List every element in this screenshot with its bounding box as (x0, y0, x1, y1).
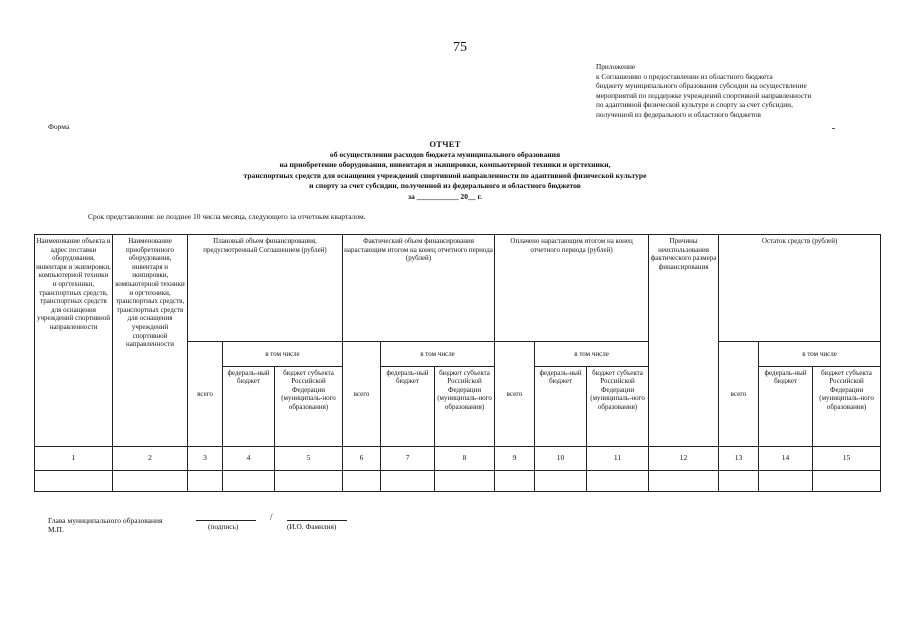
empty-cell[interactable] (759, 470, 813, 491)
report-period: за ___________ 20__ г. (408, 191, 482, 201)
report-subtitle-line: на приобретение оборудования, инвентаря и экипировки, компьютерной техники и оргтехники, (279, 160, 611, 170)
column-number: 1 (35, 446, 113, 470)
header-paid: Оплачено нарастающим итогом на конец отчетного периода (рублей) (495, 235, 649, 342)
scan-mark (832, 128, 835, 129)
header-regional-budget: бюджет субъекта Российской Федерации (муниципаль-ного образования) (587, 366, 649, 446)
header-regional-budget: бюджет субъекта Российской Федерации (муниципаль-ного образования) (275, 366, 343, 446)
signature-line[interactable] (196, 520, 256, 521)
report-subtitle-line: и спорту за счет субсидии, полученной из федерального и областного бюджетов (309, 181, 581, 191)
header-total: всего (495, 342, 535, 446)
appendix-line: полученной из федерального и областного бюджетов (596, 109, 761, 119)
column-number: 4 (223, 446, 275, 470)
seal-placeholder: М.П. (48, 525, 64, 534)
column-number: 15 (813, 446, 881, 470)
empty-cell[interactable] (719, 470, 759, 491)
empty-cell[interactable] (535, 470, 587, 491)
empty-cell[interactable] (188, 470, 223, 491)
name-caption: (И.О. Фамилия) (287, 522, 337, 531)
column-number: 2 (113, 446, 188, 470)
header-federal-budget: федераль-ный бюджет (535, 366, 587, 446)
column-number: 6 (343, 446, 381, 470)
header-including: в том числе (381, 342, 495, 366)
header-planned-financing: Плановый объем финансирования, предусмотренный Соглашением (рублей) (188, 235, 343, 342)
head-of-municipality (48, 516, 162, 534)
appendix-heading: Приложение (596, 62, 636, 71)
empty-cell[interactable] (587, 470, 649, 491)
empty-cell[interactable] (35, 470, 113, 491)
header-federal-budget: федераль-ный бюджет (381, 366, 435, 446)
column-number: 7 (381, 446, 435, 470)
header-actual-financing: Фактический объем финансирования нарастающим итогом на конец отчетного периода (рублей) (343, 235, 495, 342)
column-number: 12 (649, 446, 719, 470)
report-subtitle-line: транспортных средств для оснащения учреждений спортивной направленности по адаптивной физической культуре (243, 170, 647, 180)
column-number: 13 (719, 446, 759, 470)
header-total: всего (188, 342, 223, 446)
empty-cell[interactable] (495, 470, 535, 491)
appendix-line: по адаптивной физической культуре и спорту за счет субсидии, (596, 100, 793, 110)
header-equipment-name: Наименование приобретенного оборудования, инвентаря и экипировки, компьютерной техники и оргтехники, транспортных средств, транспортных средств для оснащения учреждений спортивной направленности (113, 235, 188, 447)
header-regional-budget: бюджет субъекта Российской Федерации (муниципаль-ного образования) (435, 366, 495, 446)
empty-cell[interactable] (343, 470, 381, 491)
appendix-line: бюджету муниципального образования субсидии на осуществление (596, 81, 807, 91)
header-object-address: Наименование объекта и адрес поставки оборудования, инвентаря и экипировки, компьютерной техники и оргтехники, транспортных средств, транспортных средств для оснащения учреждений спортивной направленности (35, 235, 113, 447)
header-federal-budget: федераль-ный бюджет (759, 366, 813, 446)
empty-cell[interactable] (435, 470, 495, 491)
header-total: всего (343, 342, 381, 446)
report-title: ОТЧЕТ (429, 139, 461, 149)
form-label: Форма (48, 122, 70, 131)
report-table (34, 234, 880, 492)
header-remainder: Остаток средств (рублей) (719, 235, 881, 342)
header-total: всего (719, 342, 759, 446)
report-title-block (150, 139, 740, 203)
head-title: Глава муниципального образования (48, 516, 163, 525)
signature-caption: (подпись) (208, 522, 239, 531)
empty-cell[interactable] (381, 470, 435, 491)
header-including: в том числе (759, 342, 881, 366)
column-number: 11 (587, 446, 649, 470)
column-number: 3 (188, 446, 223, 470)
header-including: в том числе (223, 342, 343, 366)
table-row (35, 470, 881, 491)
header-including: в том числе (535, 342, 649, 366)
column-number: 9 (495, 446, 535, 470)
page-number: 75 (453, 40, 467, 55)
column-number: 8 (435, 446, 495, 470)
header-reasons: Причины неиспользования фактического размера финансирования (649, 235, 719, 447)
empty-cell[interactable] (113, 470, 188, 491)
column-number: 10 (535, 446, 587, 470)
appendix-line: к Соглашению о предоставлении из областного бюджета (596, 71, 773, 81)
separator: / (270, 512, 273, 522)
header-regional-budget: бюджет субъекта Российской Федерации (муниципаль-ного образования) (813, 366, 881, 446)
report-subtitle-line: об осуществлении расходов бюджета муниципального образования (329, 149, 561, 159)
empty-cell[interactable] (649, 470, 719, 491)
empty-cell[interactable] (813, 470, 881, 491)
submission-deadline: Срок представления: не позднее 10 числа месяца, следующего за отчетным кварталом. (88, 212, 366, 221)
appendix-note (596, 62, 896, 120)
column-number: 14 (759, 446, 813, 470)
empty-cell[interactable] (223, 470, 275, 491)
name-line[interactable] (287, 520, 347, 521)
column-number: 5 (275, 446, 343, 470)
header-federal-budget: федераль-ный бюджет (223, 366, 275, 446)
empty-cell[interactable] (275, 470, 343, 491)
appendix-line: мероприятий по поддержке учреждений спортивной направленности (596, 90, 812, 100)
